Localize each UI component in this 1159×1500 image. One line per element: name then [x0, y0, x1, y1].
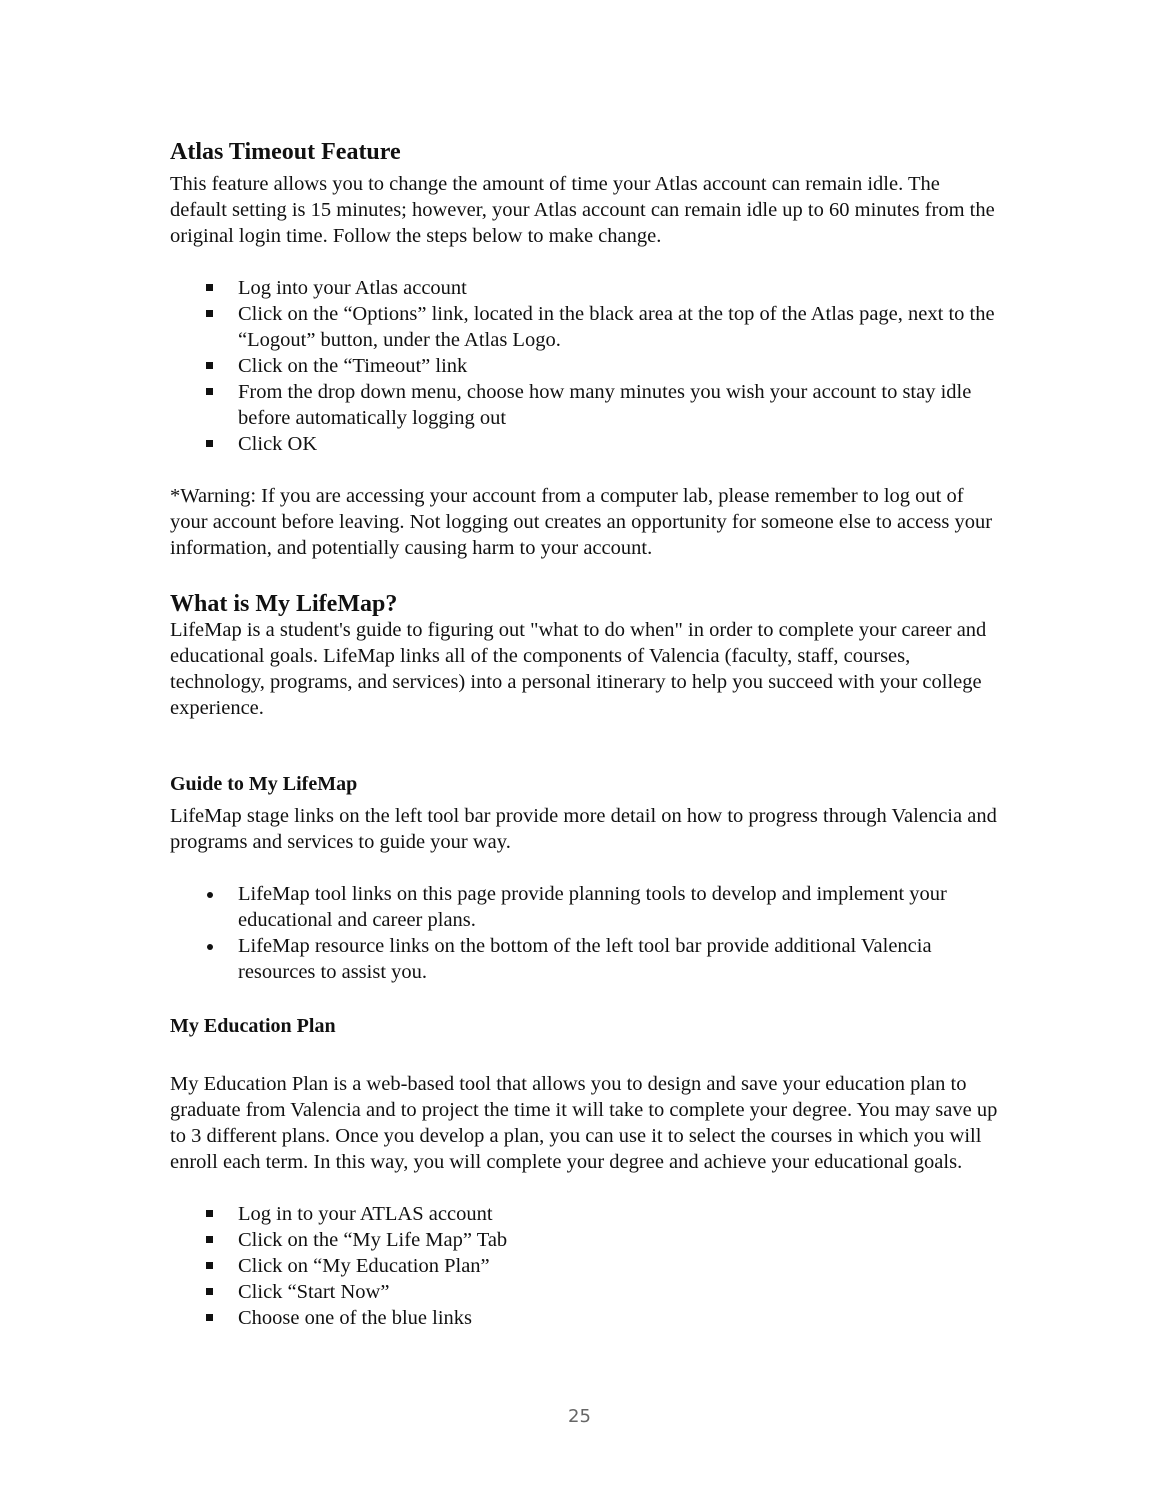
square-bullet-icon: [206, 1210, 213, 1217]
list-item-text: Choose one of the blue links: [238, 1307, 473, 1329]
square-bullet-icon: [206, 1314, 213, 1321]
list-item: [170, 379, 1000, 431]
lifemap-heading: What is My LifeMap?: [170, 591, 398, 617]
timeout-heading: Atlas Timeout Feature: [170, 139, 401, 165]
square-bullet-icon: [206, 310, 213, 317]
list-item: [170, 1227, 1000, 1253]
list-item-text: Click “Start Now”: [238, 1281, 390, 1303]
lifemap-intro: LifeMap is a student's guide to figuring out "what to do when" in order to complete your career and educational goals. LifeMap links all of the components of Valencia (faculty, staff, courses, technology, programs, and services) into a personal itinerary to help you succeed with your college experience.: [170, 619, 987, 719]
list-item: [170, 1279, 1000, 1305]
list-item-text: Log into your Atlas account: [238, 277, 467, 299]
list-item-text: From the drop down menu, choose how many minutes you wish your account to stay idle before automatically logging out: [238, 381, 972, 429]
list-item-text: Click on the “Timeout” link: [238, 355, 468, 377]
list-item-text: Click OK: [238, 433, 318, 455]
document-page: [170, 137, 1000, 1331]
list-item: [170, 431, 1000, 457]
list-item-text: Click on “My Education Plan”: [238, 1255, 490, 1277]
list-item-text: LifeMap resource links on the bottom of the left tool bar provide additional Valencia resources to assist you.: [238, 935, 932, 983]
list-item-text: LifeMap tool links on this page provide planning tools to develop and implement your educational and career plans.: [238, 883, 947, 931]
list-item: [170, 1253, 1000, 1279]
education-plan-intro: My Education Plan is a web-based tool that allows you to design and save your education plan to graduate from Valencia and to project the time it will take to complete your degree. You may save up to 3 different plans. Once you develop a plan, you can use it to select the courses in which you will enroll each term. In this way, you will complete your degree and achieve your educational goals.: [170, 1073, 998, 1173]
square-bullet-icon: [206, 362, 213, 369]
square-bullet-icon: [206, 284, 213, 291]
round-bullet-icon: [207, 944, 213, 950]
list-item-text: Click on the “Options” link, located in the black area at the top of the Atlas page, next to the “Logout” button, under the Atlas Logo.: [238, 303, 995, 351]
list-item: [170, 275, 1000, 301]
guide-items-list: [170, 881, 1000, 985]
list-item: [170, 301, 1000, 353]
timeout-intro: This feature allows you to change the amount of time your Atlas account can remain idle. The default setting is 15 minutes; however, your Atlas account can remain idle up to 60 minutes from the original login time. Follow the steps below to make change.: [170, 173, 995, 247]
guide-heading: Guide to My LifeMap: [170, 773, 358, 795]
square-bullet-icon: [206, 440, 213, 447]
list-item: [170, 881, 1000, 933]
list-item-text: Log in to your ATLAS account: [238, 1203, 493, 1225]
list-item: [170, 933, 1000, 985]
square-bullet-icon: [206, 1262, 213, 1269]
list-item: [170, 1201, 1000, 1227]
square-bullet-icon: [206, 388, 213, 395]
list-item: [170, 353, 1000, 379]
square-bullet-icon: [206, 1288, 213, 1295]
list-item-text: Click on the “My Life Map” Tab: [238, 1229, 508, 1251]
timeout-steps-list: [170, 275, 1000, 457]
round-bullet-icon: [207, 892, 213, 898]
education-plan-steps-list: [170, 1201, 1000, 1331]
timeout-warning: *Warning: If you are accessing your account from a computer lab, please remember to log out of your account before leaving. Not logging out creates an opportunity for someone else to access your information, and potentially causing harm to your account.: [170, 485, 993, 559]
list-item: [170, 1305, 1000, 1331]
education-plan-heading: My Education Plan: [170, 1015, 336, 1037]
guide-intro: LifeMap stage links on the left tool bar provide more detail on how to progress through Valencia and programs and services to guide your way.: [170, 805, 997, 853]
square-bullet-icon: [206, 1236, 213, 1243]
page-number: 25: [568, 1406, 591, 1427]
